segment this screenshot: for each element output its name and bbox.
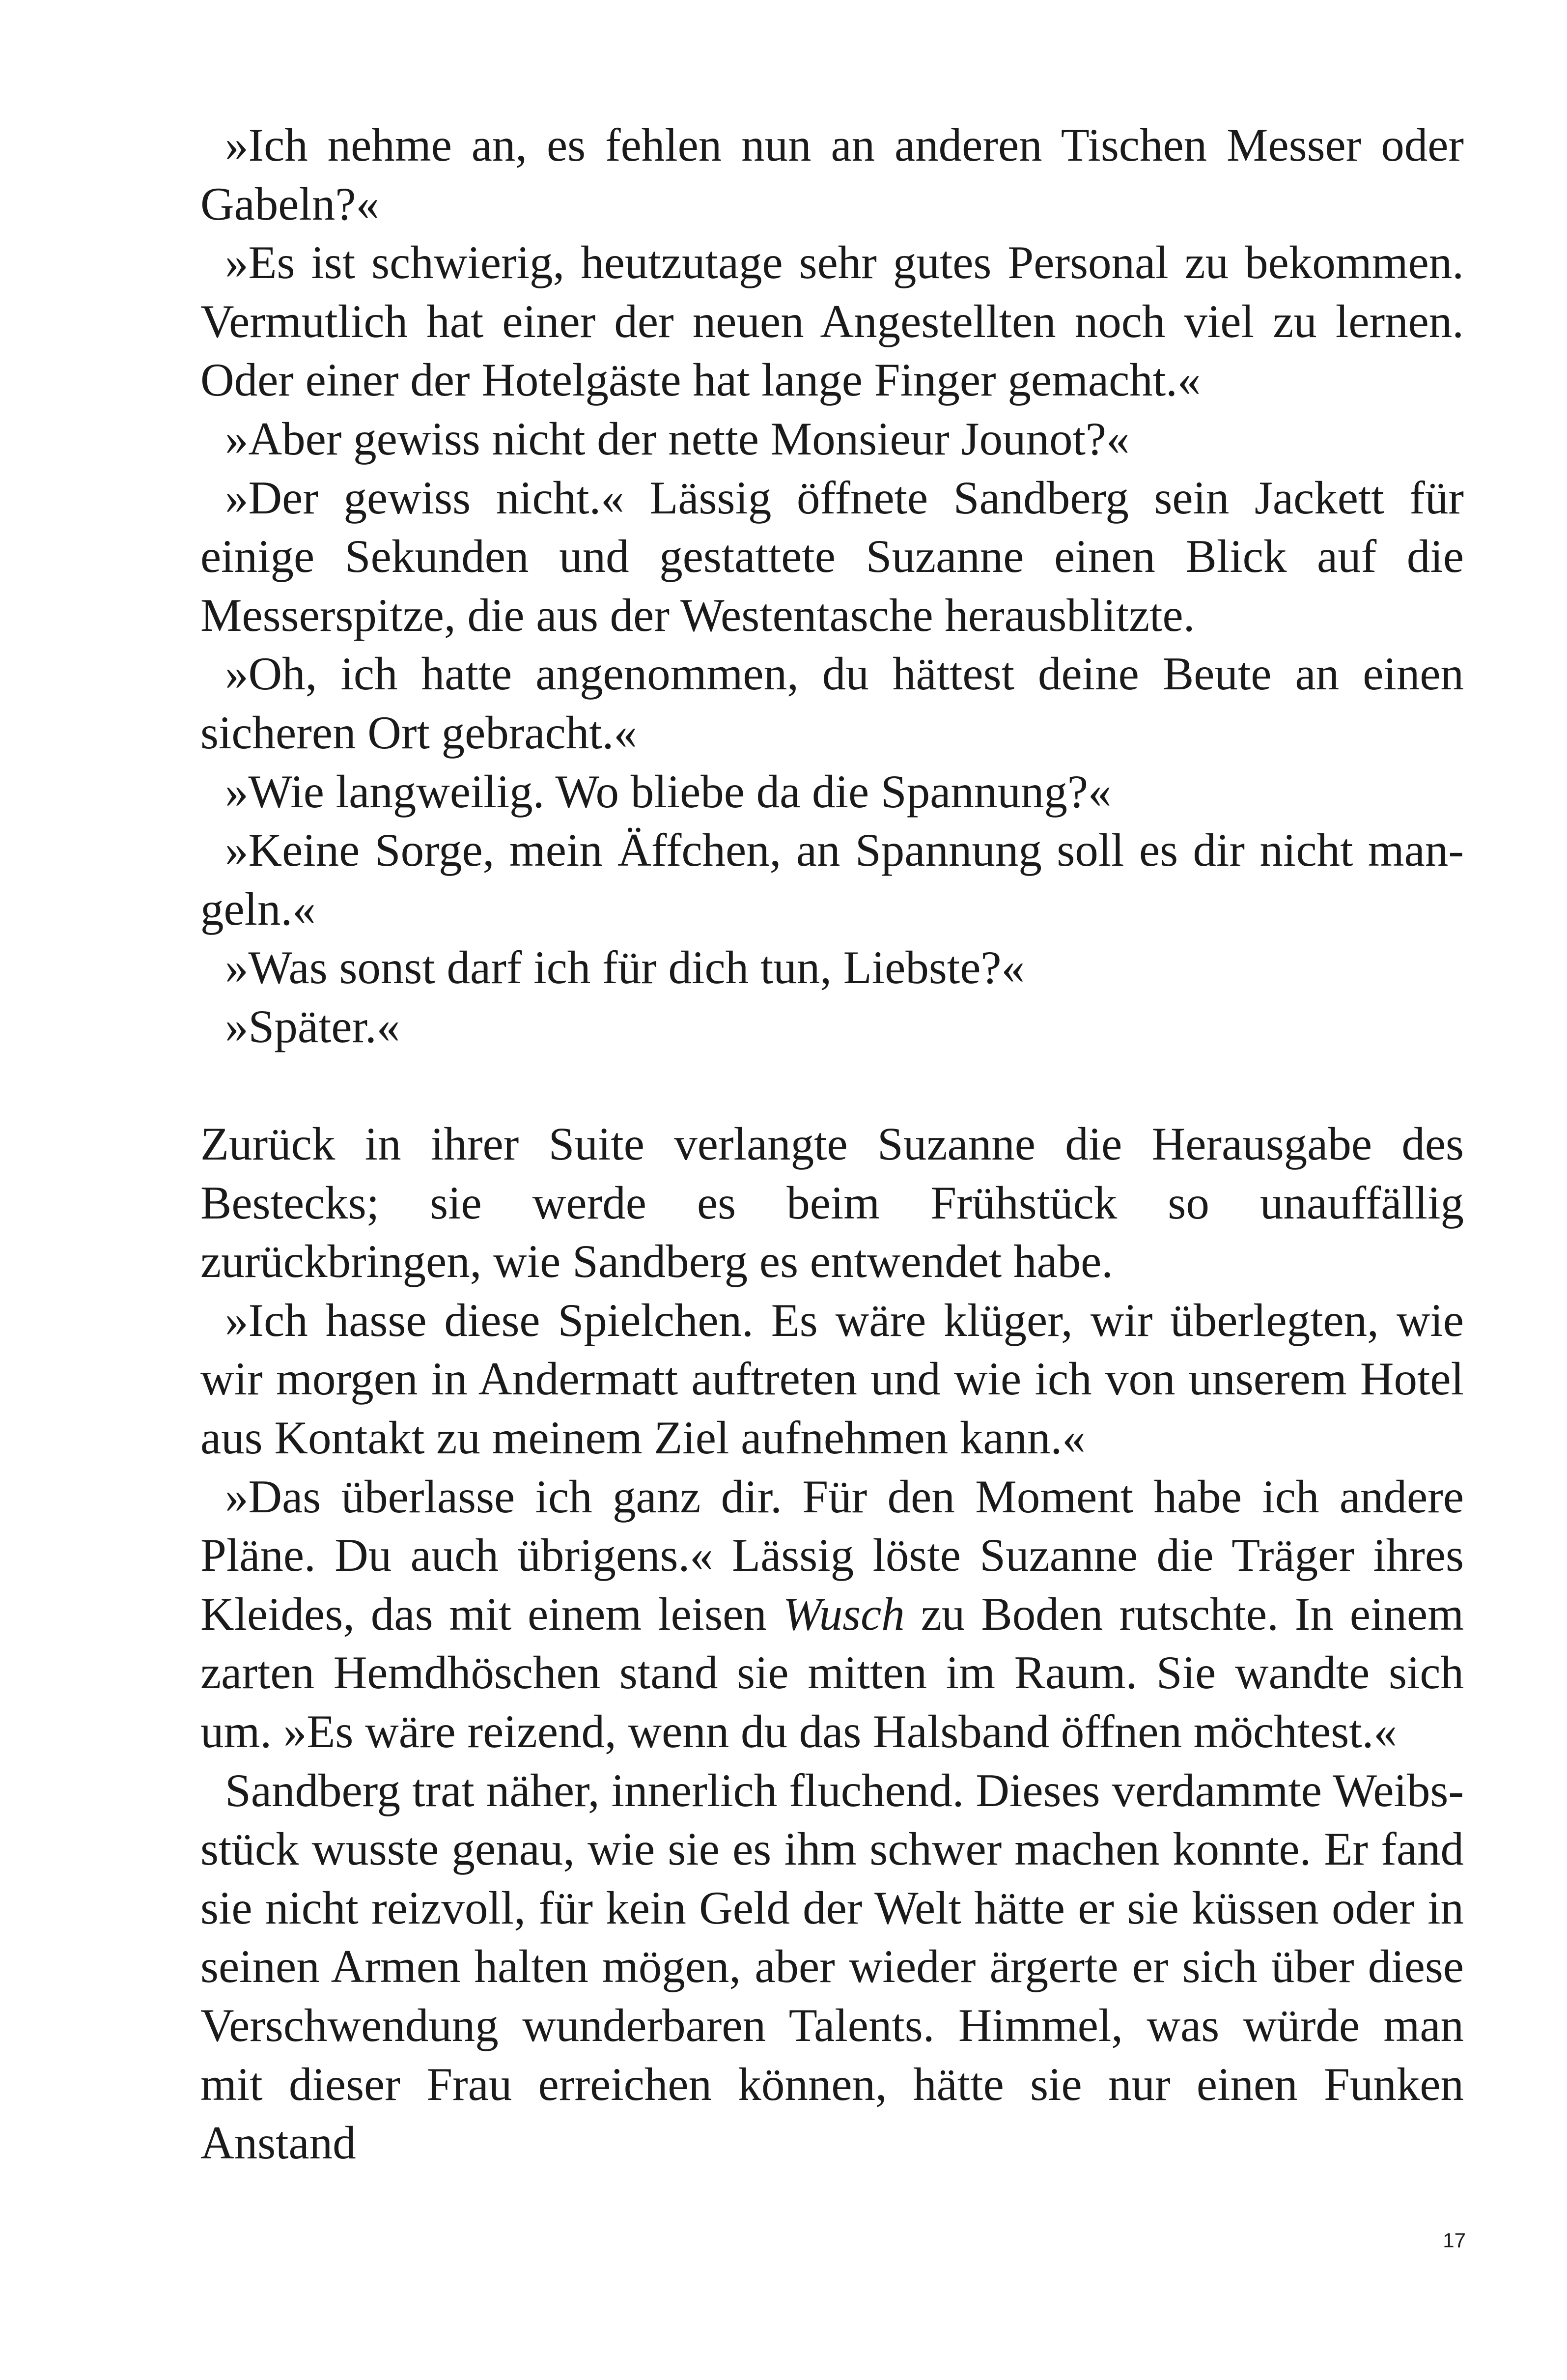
- book-page-text: [200, 116, 1464, 2173]
- paragraph-7: »Keine Sorge, mein Äffchen, an Spannung soll es dir nicht mangeln.«: [200, 824, 1464, 935]
- paragraph-4: »Der gewiss nicht.« Lässig öffnete Sandberg sein Jackett für einige Sekunden und gestattete Suzanne einen Blick auf die Messerspitze, die aus der Westentasche herausblitzte.: [200, 471, 1464, 641]
- paragraph-5: »Oh, ich hatte angenommen, du hättest deine Beute an einen sicheren Ort gebracht.«: [200, 648, 1464, 759]
- paragraph-6: »Wie langweilig. Wo bliebe da die Spannung?«: [225, 765, 1112, 818]
- paragraph-9: »Später.«: [225, 1000, 400, 1052]
- paragraph-13: Sandberg trat näher, innerlich fluchend. Dieses verdammte Weibsstück wusste genau, wie sie es ihm schwer machen konnte. Er fand sie nicht reizvoll, für kein Geld der Welt hätte er sie küssen oder in seinen Armen halten mögen, aber wieder ärgerte er sich über diese Verschwendung wunderbaren Talents. Himmel, was würde man mit dieser Frau erreichen können, hätte sie nur einen Funken Anstand: [200, 1764, 1464, 2169]
- paragraph-8: »Was sonst darf ich für dich tun, Liebste?«: [225, 941, 1025, 994]
- paragraph-2: »Es ist schwierig, heutzutage sehr gutes Personal zu bekommen. Vermutlich hat einer der neuen Angestellten noch viel zu lernen. Oder einer der Hotelgäste hat lange Finger gemacht.«: [200, 236, 1464, 406]
- italic-word: Wusch: [783, 1587, 905, 1640]
- page-number: 17: [1443, 2229, 1466, 2252]
- paragraph-12-part-2: zu Boden rutschte. In einem zarten Hemdhöschen stand sie mitten im Raum. Sie wandte sich um. »Es wäre reizend, wenn du das Halsband öffnen möchtest.«: [200, 1587, 1464, 1758]
- paragraph-3: »Aber gewiss nicht der nette Monsieur Jounot?«: [225, 412, 1130, 465]
- section-start-paragraph: Zurück in ihrer Suite verlangte Suzanne die Herausgabe des Bestecks; sie werde es beim Frühstück so unauffällig zurückbringen, wie Sandberg es entwendet habe.: [200, 1118, 1464, 1288]
- paragraph-11: »Ich hasse diese Spielchen. Es wäre klüger, wir überlegten, wie wir morgen in Andermatt auftreten und wie ich von unserem Hotel aus Kontakt zu meinem Ziel aufnehmen kann.«: [200, 1294, 1464, 1464]
- paragraph-12: [200, 1468, 1464, 1761]
- paragraph-1: »Ich nehme an, es fehlen nun an anderen Tischen Messer oder Gabeln?«: [200, 119, 1464, 230]
- paragraph-12-part-1: »Das überlasse ich ganz dir. Für den Moment habe ich andere Pläne. Du auch übrigens.« Lässig löste Suzanne die Träger ihres Kleides, das mit einem leisen: [200, 1470, 1464, 1640]
